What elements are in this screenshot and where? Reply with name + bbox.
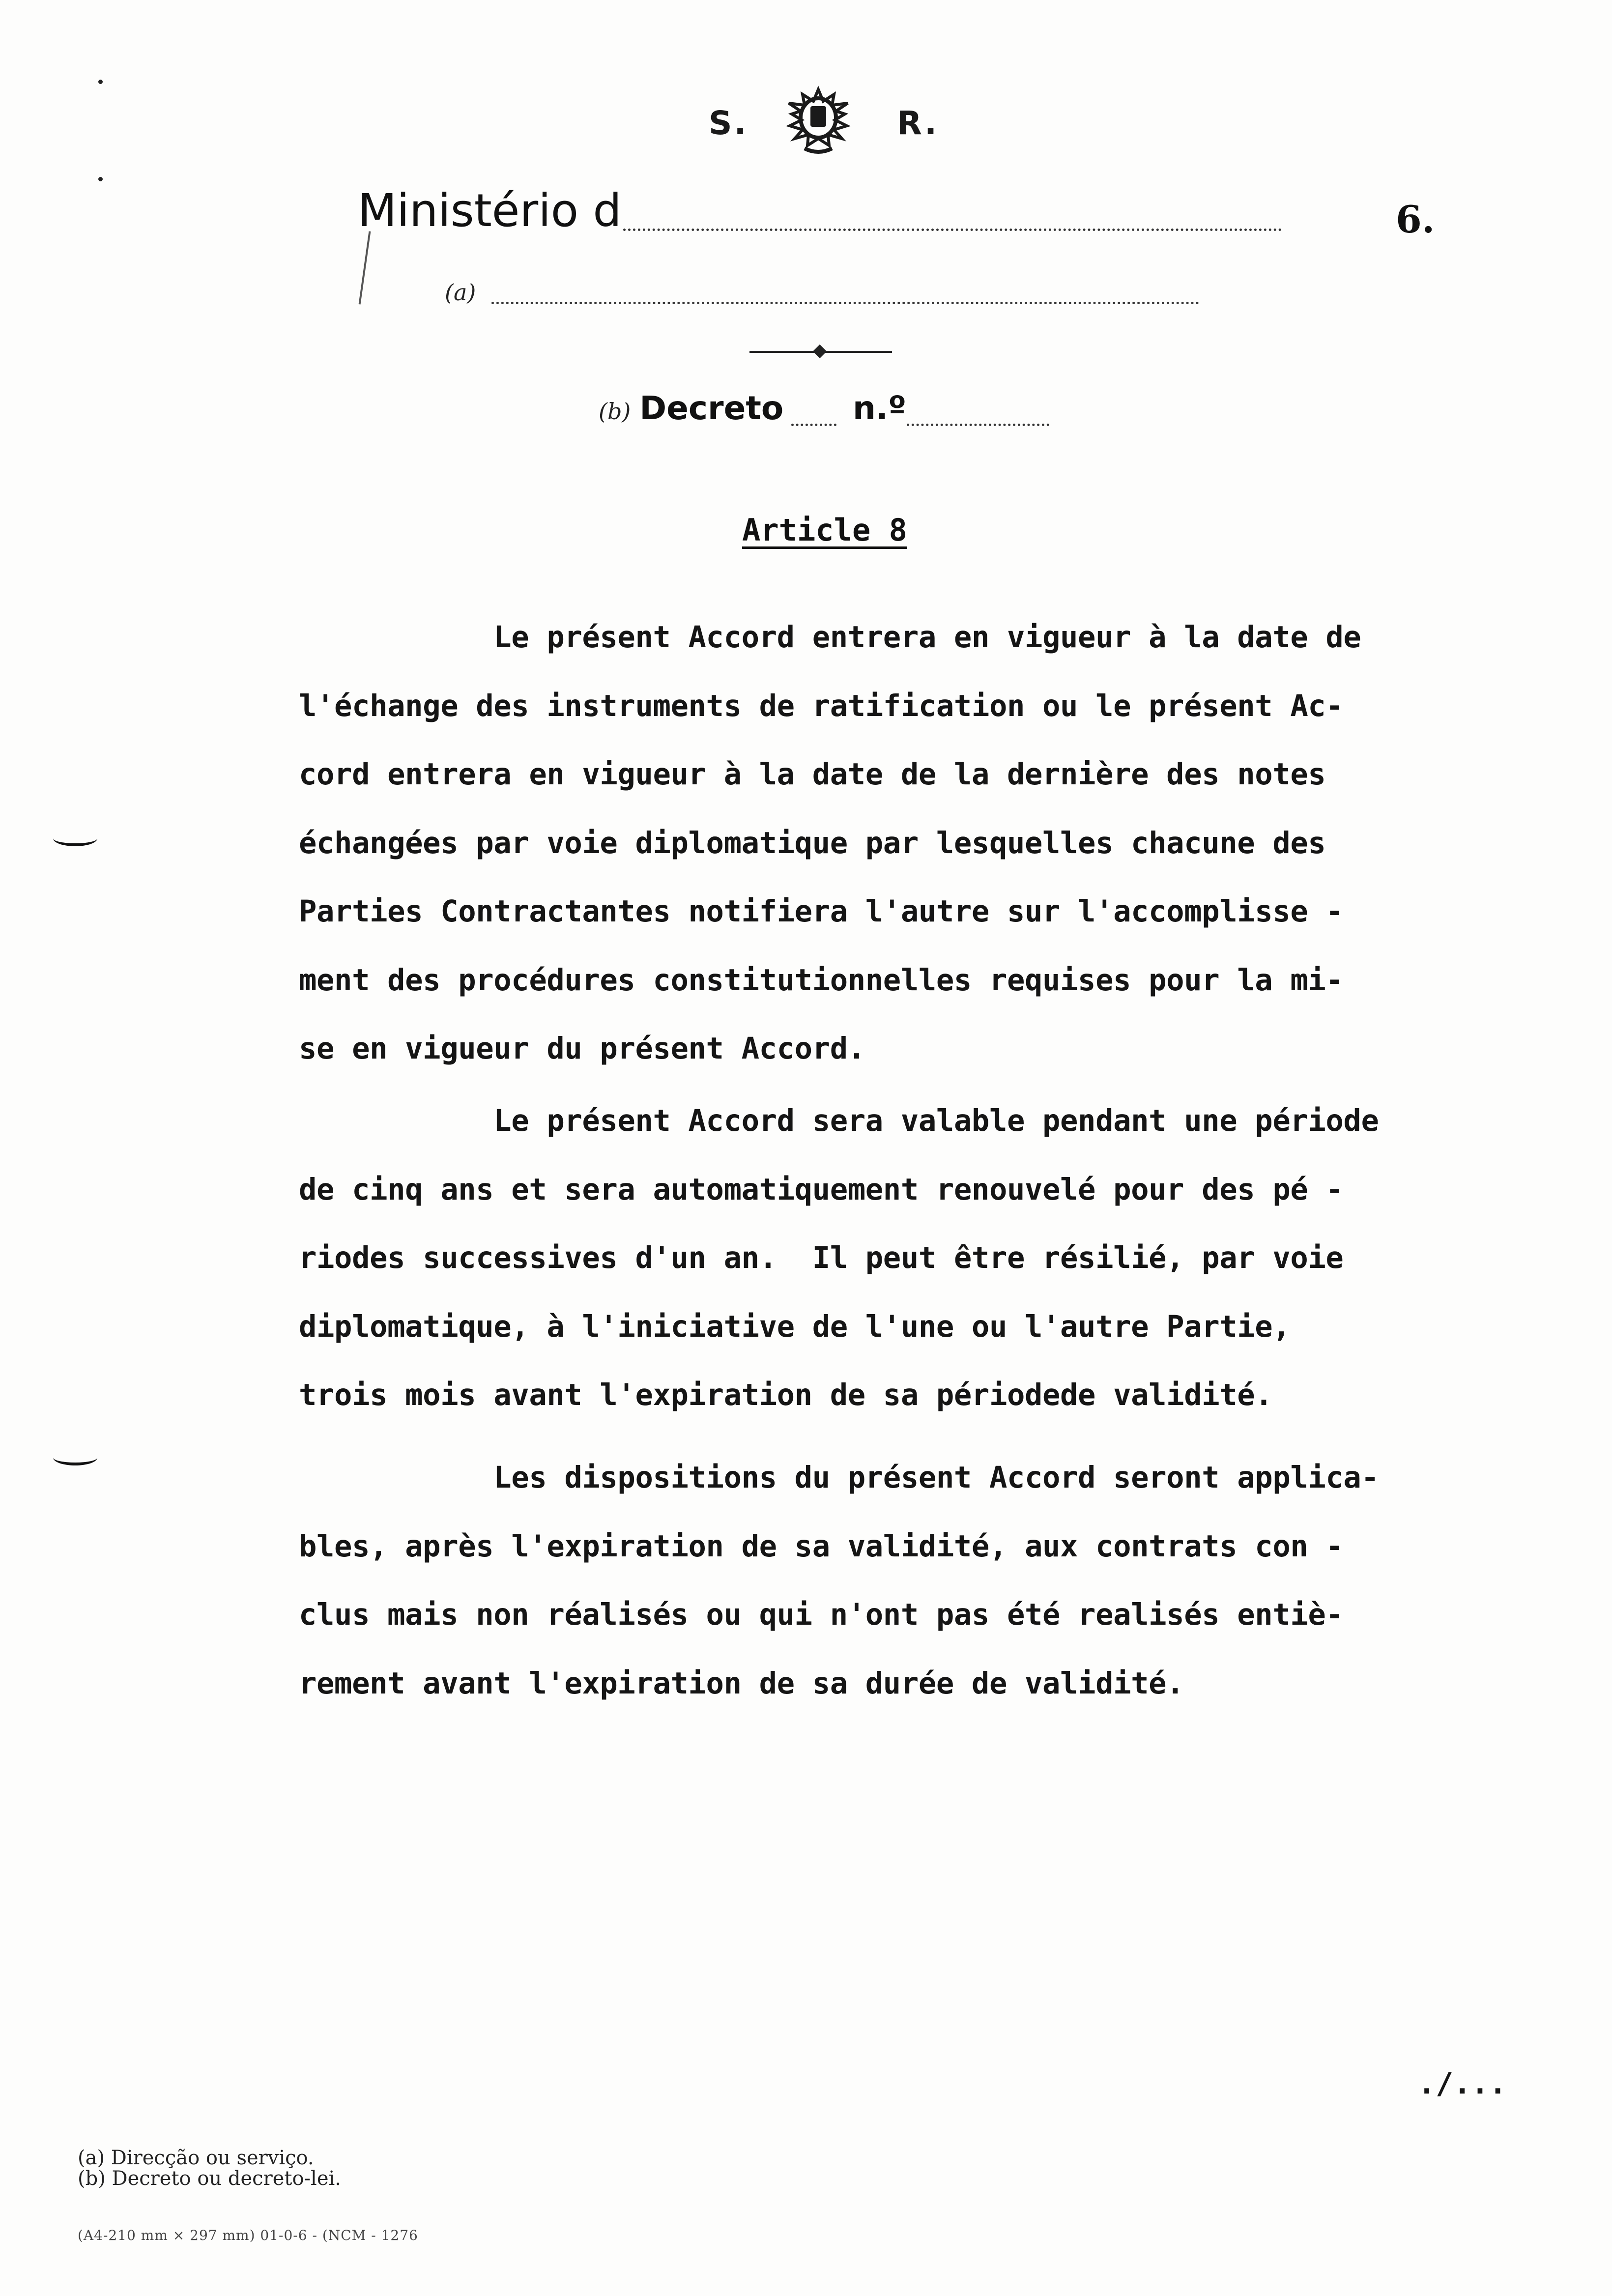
decree-label: Decreto <box>639 389 784 427</box>
body-line: se en vigueur du présent Accord. <box>299 1032 865 1066</box>
decree-number-fill-line <box>907 424 1049 426</box>
body-line: échangées par voie diplomatique par lesquelles chacune des <box>299 826 1326 861</box>
body-line: Les dispositions du présent Accord seront applica- <box>299 1461 1379 1495</box>
ministry-label: Ministério d <box>358 184 622 237</box>
footnote-a: (a) Direcção ou serviço. <box>78 2147 314 2169</box>
page-number: 6. <box>1396 198 1435 241</box>
body-line: rement avant l'expiration de sa durée de validité. <box>299 1666 1184 1701</box>
punch-hole-mark <box>53 831 97 846</box>
body-line: trois mois avant l'expiration de sa périodede validité. <box>299 1378 1273 1412</box>
decree-type-fill-line <box>791 424 836 426</box>
footnote-b: (b) Decreto ou decreto-lei. <box>78 2167 342 2190</box>
field-a-fill-line <box>491 302 1199 304</box>
field-a-label: (a) <box>445 279 476 306</box>
body-line: ment des procédures constitutionnelles requises pour la mi- <box>299 963 1344 998</box>
body-line: riodes successives d'un an. Il peut être résilié, par voie <box>299 1241 1344 1275</box>
body-line: cord entrera en vigueur à la date de la dernière des notes <box>299 757 1326 792</box>
body-line: bles, après l'expiration de sa validité, aux contrats con - <box>299 1529 1344 1564</box>
margin-stroke <box>359 231 371 304</box>
letterhead-right-letter: R. <box>897 104 939 142</box>
body-line: l'échange des instruments de ratification ou le présent Ac- <box>299 689 1344 723</box>
continuation-mark: ./... <box>1418 2066 1507 2101</box>
coat-of-arms-icon <box>779 84 858 157</box>
body-line: Le présent Accord sera valable pendant une période <box>299 1104 1379 1138</box>
decree-prefix: (b) <box>599 398 631 425</box>
body-line: Parties Contractantes notifiera l'autre sur l'accomplisse - <box>299 894 1344 929</box>
body-line: clus mais non réalisés ou qui n'ont pas été realisés entiè- <box>299 1598 1344 1632</box>
ornament-divider <box>749 348 892 356</box>
body-line: diplomatique, à l'iniciative de l'une ou l'autre Partie, <box>299 1309 1291 1344</box>
body-line: Le présent Accord entrera en vigueur à la date de <box>299 620 1361 655</box>
decree-line <box>599 389 783 427</box>
letterhead-left-letter: S. <box>709 104 748 142</box>
punch-hole-mark <box>53 1450 97 1465</box>
article-heading: Article 8 <box>742 512 907 548</box>
scan-speck <box>98 80 103 84</box>
decree-number-label: n.º <box>853 389 907 427</box>
body-line: de cinq ans et sera automatiquement renouvelé pour des pé - <box>299 1172 1344 1207</box>
print-imprint: (A4-210 mm × 297 mm) 01-0-6 - (NCM - 1276 <box>78 2227 418 2243</box>
ministry-fill-line <box>623 229 1282 231</box>
scan-speck <box>98 177 103 181</box>
